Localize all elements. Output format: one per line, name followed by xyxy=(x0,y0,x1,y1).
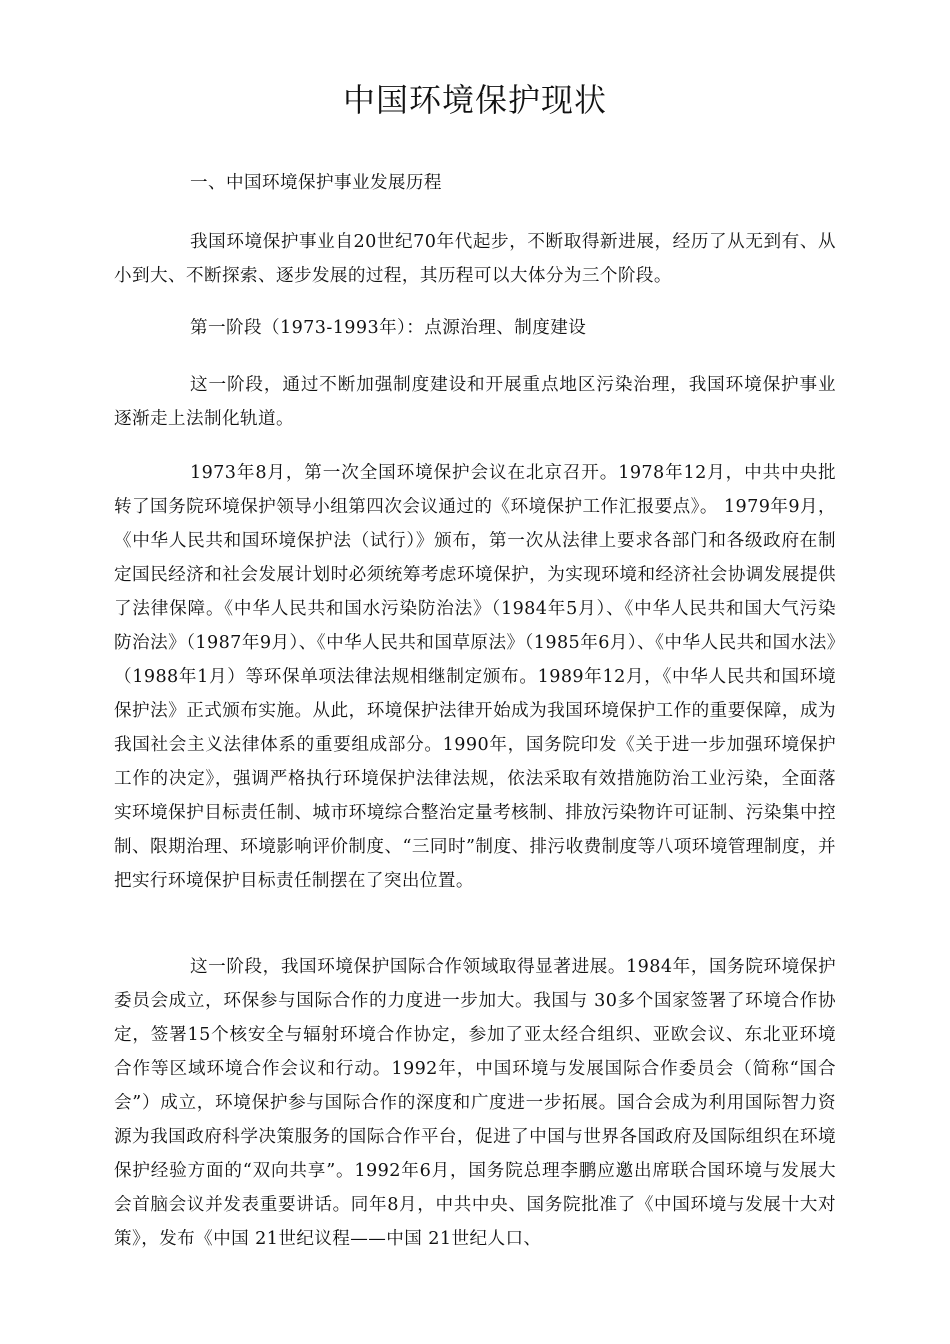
stage1-laws-paragraph: 1973年8月，第一次全国环境保护会议在北京召开。1978年12月，中共中央批转了国务院环境保护领导小组第四次会议通过的《环境保护工作汇报要点》。 1979年9月，《中华人民共和国环境保护法（试行）》颁布，第一次从法律上要求各部门和各级政府在制定国民经济和社会发展计划时必须统筹考虑环境保护，为实现环境和经济社会协调发展提供了法律保障。《中华人民共和国水污染防治法》（1984年5月）、《中华人民共和国大气污染防治法》（1987年9月）、《中华人民共和国草原法》（1985年6月）、《中华人民共和国水法》（1988年1月）等环保单项法律法规相继制定颁布。1989年12月，《中华人民共和国环境保护法》正式颁布实施。从此，环境保护法律开始成为我国环境保护工作的重要保障，成为我国社会主义法律体系的重要组成部分。1990年，国务院印发《关于进一步加强环境保护工作的决定》，强调严格执行环境保护法律法规，依法采取有效措施防治工业污染，全面落实环境保护目标责任制、城市环境综合整治定量考核制、排放污染物许可证制、污染集中控制、限期治理、环境影响评价制度、“三同时”制度、排污收费制度等八项环境管理制度，并把实行环境保护目标责任制摆在了突出位置。 xyxy=(114,463,836,891)
intro-paragraph: 我国环境保护事业自20世纪70年代起步，不断取得新进展，经历了从无到有、从小到大、不断探索、逐步发展的过程，其历程可以大体分为三个阶段。 xyxy=(114,232,836,286)
stage1-summary-paragraph: 这一阶段，通过不断加强制度建设和开展重点地区污染治理，我国环境保护事业逐渐走上法制化轨道。 xyxy=(114,375,836,429)
stage1-heading: 第一阶段（1973-1993年）：点源治理、制度建设 xyxy=(190,318,587,338)
document-title: 中国环境保护现状 xyxy=(342,81,607,119)
section-heading: 一、中国环境保护事业发展历程 xyxy=(190,173,442,193)
stage1-international-paragraph: 这一阶段，我国环境保护国际合作领域取得显著进展。1984年，国务院环境保护委员会成立，环保参与国际合作的力度进一步加大。我国与 30多个国家签署了环境合作协定，签署15个核安全与辐射环境合作协定，参加了亚太经合组织、亚欧会议、东北亚环境合作等区域环境合作会议和行动。1992年，中国环境与发展国际合作委员会（简称“国合会”）成立，环境保护参与国际合作的深度和广度进一步拓展。国合会成为利用国际智力资源为我国政府科学决策服务的国际合作平台，促进了中国与世界各国政府及国际组织在环境保护经验方面的“双向共享”。1992年6月，国务院总理李鹏应邀出席联合国环境与发展大会首脑会议并发表重要讲话。同年8月，中共中央、国务院批准了《中国环境与发展十大对策》，发布《中国 21世纪议程——中国 21世纪人口、 xyxy=(114,957,836,1249)
